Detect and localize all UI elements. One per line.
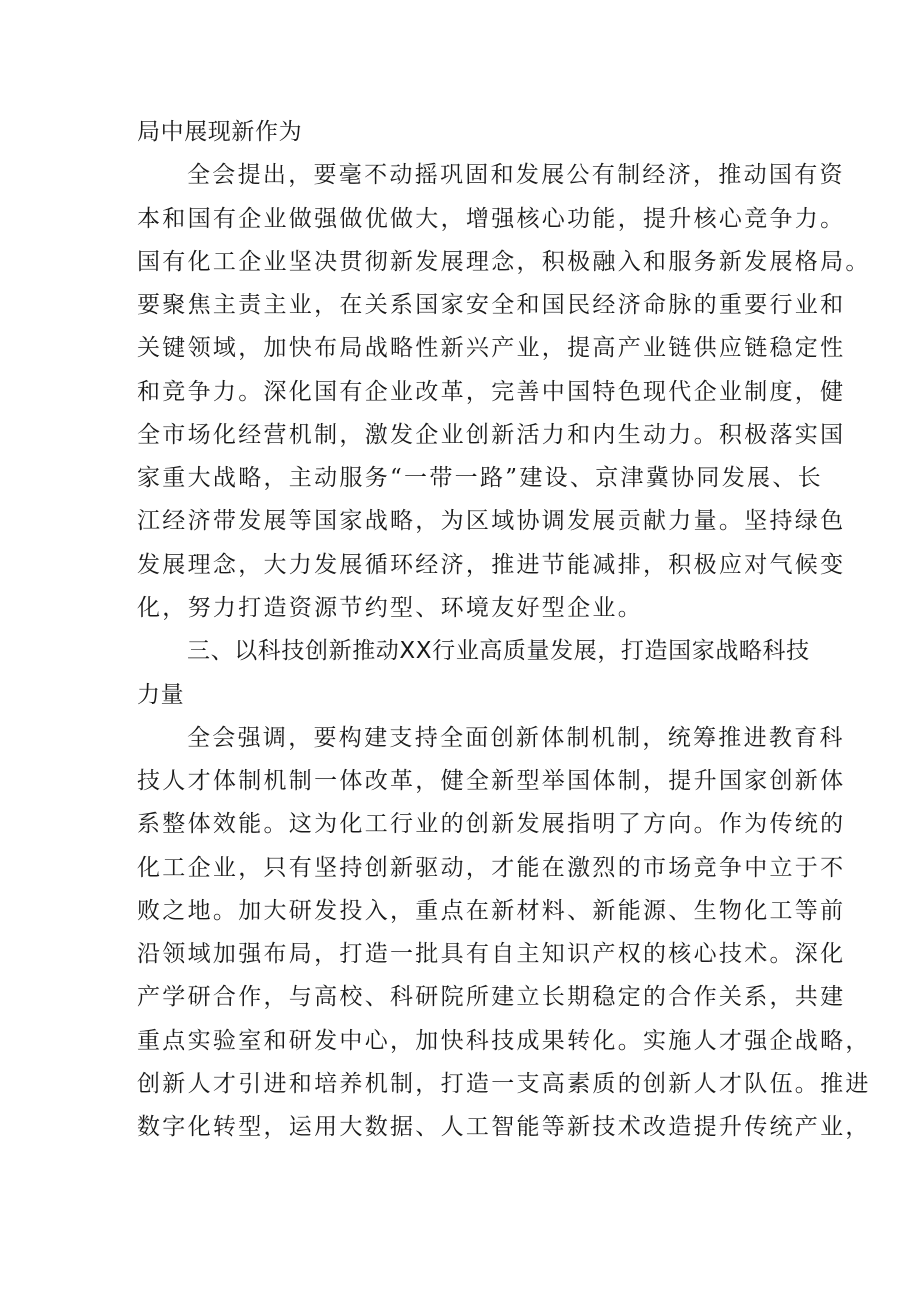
section-heading: 力量 [137, 682, 185, 708]
paragraph-line: 和竞争力。深化国有企业改革，完善中国特色现代企业制度，健 [137, 379, 846, 405]
paragraph-line: 发展理念，大力发展循环经济，推进节能减排，积极应对气候变 [137, 552, 846, 578]
paragraph-line: 全会强调，要构建支持全面创新体制机制，统筹推进教育科 [187, 725, 845, 751]
paragraph-line: 技人才体制机制一体改革，健全新型举国体制，提升国家创新体 [137, 768, 846, 794]
heading-continuation: 局中展现新作为 [137, 119, 303, 145]
paragraph-line: 重点实验室和研发中心，加快科技成果转化。实施人才强企战略， [137, 1028, 871, 1054]
section-heading: 三、以科技创新推动XX行业高质量发展，打造国家战略科技 [187, 638, 810, 664]
paragraph-line: 关键领域，加快布局战略性新兴产业，提高产业链供应链稳定性 [137, 335, 846, 361]
paragraph-line: 本和国有企业做强做优做大，增强核心功能，提升核心竞争力。 [137, 206, 846, 232]
paragraph-line: 化工企业，只有坚持创新驱动，才能在激烈的市场竞争中立于不 [137, 855, 846, 881]
paragraph-line: 数字化转型，运用大数据、人工智能等新技术改造提升传统产业， [137, 1114, 871, 1140]
paragraph-line: 江经济带发展等国家战略，为区域协调发展贡献力量。坚持绿色 [137, 508, 846, 534]
paragraph-line: 沿领域加强布局，打造一批具有自主知识产权的核心技术。深化 [137, 941, 846, 967]
paragraph-line: 产学研合作，与高校、科研院所建立长期稳定的合作关系，共建 [137, 984, 846, 1010]
paragraph-line: 系整体效能。这为化工行业的创新发展指明了方向。作为传统的 [137, 811, 846, 837]
paragraph-line: 要聚焦主责主业，在关系国家安全和国民经济命脉的重要行业和 [137, 292, 846, 318]
paragraph-line: 国有化工企业坚决贯彻新发展理念，积极融入和服务新发展格局。 [137, 249, 871, 275]
paragraph-line: 全会提出，要毫不动摇巩固和发展公有制经济，推动国有资 [187, 162, 845, 188]
paragraph-line: 家重大战略，主动服务“一带一路”建设、京津冀协同发展、长 [137, 465, 823, 491]
paragraph-line: 创新人才引进和培养机制，打造一支高素质的创新人才队伍。推进 [137, 1071, 871, 1097]
paragraph-line: 败之地。加大研发投入，重点在新材料、新能源、生物化工等前 [137, 898, 846, 924]
paragraph-line: 化，努力打造资源节约型、环境友好型企业。 [137, 595, 643, 621]
paragraph-line: 全市场化经营机制，激发企业创新活力和内生动力。积极落实国 [137, 422, 846, 448]
